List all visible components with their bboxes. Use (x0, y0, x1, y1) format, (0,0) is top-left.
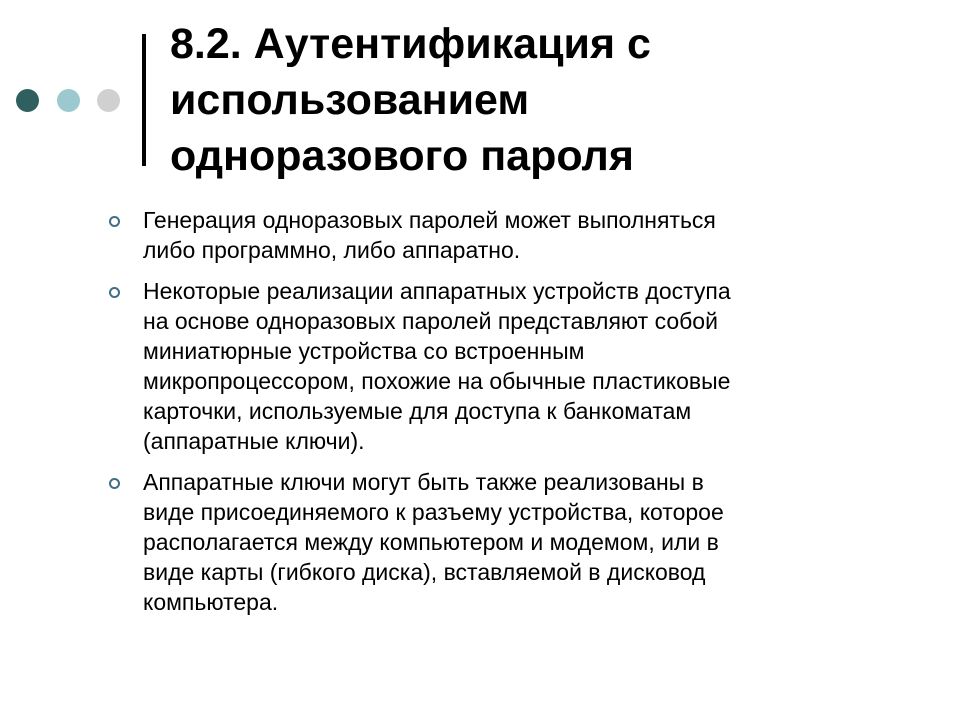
bullet-item (108, 276, 908, 456)
decorative-dot-gray (97, 89, 120, 112)
bullet-text-line: либо программно, либо аппаратно. (143, 237, 521, 263)
ring-bullet-icon (109, 287, 120, 298)
decorative-dot-dark (16, 89, 39, 112)
slide-title-line: 8.2. Аутентификация с (170, 20, 651, 68)
bullet-text-line: компьютера. (143, 589, 279, 615)
bullet-text-line: виде присоединяемого к разъему устройства, которое (143, 499, 724, 525)
bullet-text-line: Аппаратные ключи могут быть также реализованы в (143, 469, 704, 495)
bullet-list (108, 205, 908, 628)
ring-bullet-icon (109, 478, 120, 489)
bullet-item (108, 205, 908, 265)
ring-bullet-icon (109, 216, 120, 227)
bullet-text-line: на основе одноразовых паролей представляют собой (143, 308, 718, 334)
bullet-text-line: Генерация одноразовых паролей может выполняться (143, 207, 716, 233)
slide-title-line: использованием (170, 76, 530, 124)
slide-title (170, 16, 930, 184)
bullet-text-line: Некоторые реализации аппаратных устройств доступа (143, 278, 731, 304)
bullet-item (108, 467, 908, 617)
bullet-text-line: (аппаратные ключи). (143, 428, 365, 454)
bullet-text-line: располагается между компьютером и модемом, или в (143, 529, 719, 555)
bullet-text-line: карточки, используемые для доступа к банкоматам (143, 398, 692, 424)
decorative-dot-light (57, 89, 80, 112)
bullet-text-line: миниатюрные устройства со встроенным (143, 338, 585, 364)
bullet-text-line: виде карты (гибкого диска), вставляемой в дисковод (143, 559, 706, 585)
slide-title-line: одноразового пароля (170, 132, 634, 180)
title-divider (142, 34, 146, 166)
bullet-text-line: микропроцессором, похожие на обычные пластиковые (143, 368, 731, 394)
